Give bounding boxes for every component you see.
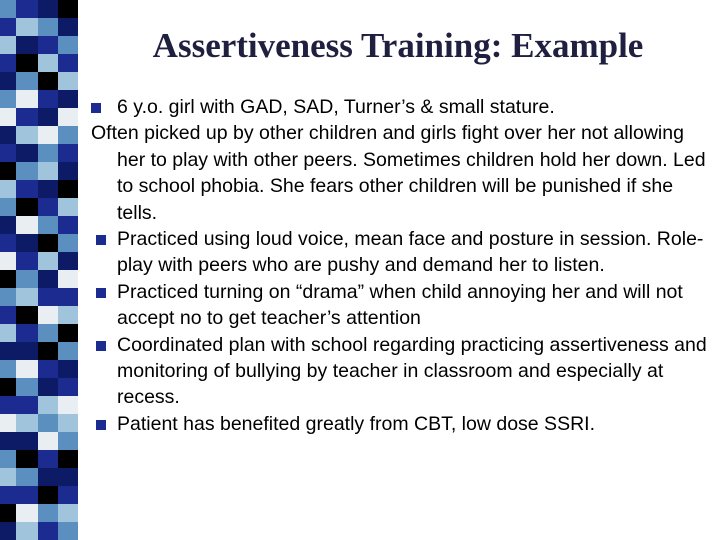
stripe-cell	[16, 432, 38, 450]
stripe-cell	[38, 90, 58, 108]
stripe-column	[0, 0, 16, 540]
stripe-cell	[0, 126, 16, 144]
stripe-cell	[38, 144, 58, 162]
stripe-cell	[0, 486, 16, 504]
stripe-cell	[16, 450, 38, 468]
stripe-cell	[0, 234, 16, 252]
stripe-cell	[38, 198, 58, 216]
stripe-cell	[58, 270, 78, 288]
stripe-cell	[16, 216, 38, 234]
intro-first-line	[91, 94, 711, 120]
stripe-cell	[38, 360, 58, 378]
stripe-cell	[38, 180, 58, 198]
stripe-cell	[58, 288, 78, 306]
stripe-cell	[16, 306, 38, 324]
square-bullet-icon	[96, 288, 106, 298]
bullet-item	[91, 279, 711, 332]
stripe-cell	[58, 126, 78, 144]
stripe-cell	[0, 0, 16, 18]
stripe-cell	[38, 414, 58, 432]
stripe-cell	[38, 378, 58, 396]
stripe-cell	[16, 144, 38, 162]
stripe-cell	[16, 486, 38, 504]
stripe-cell	[58, 144, 78, 162]
stripe-cell	[16, 0, 38, 18]
stripe-cell	[38, 504, 58, 522]
bullet-item	[91, 332, 711, 411]
stripe-cell	[58, 432, 78, 450]
bullet-text: Coordinated plan with school regarding practicing assertiveness and monitoring of bullying by teacher in classroom and especially at recess.	[117, 333, 707, 409]
stripe-cell	[58, 180, 78, 198]
stripe-cell	[38, 18, 58, 36]
stripe-cell	[0, 216, 16, 234]
square-bullet-icon	[96, 235, 106, 245]
intro-paragraph: Often picked up by other children and girls fight over her not allowing her to play with other peers. Sometimes children hold her down. Led to school phobia. She fears other children will be punished if she tells.	[91, 122, 706, 224]
stripe-cell	[0, 252, 16, 270]
square-bullet-icon	[91, 103, 101, 113]
stripe-cell	[16, 504, 38, 522]
bullet-text: Practiced using loud voice, mean face and posture in session. Role-play with peers who are pushy and demand her to listen.	[117, 228, 704, 277]
stripe-cell	[58, 72, 78, 90]
stripe-cell	[58, 198, 78, 216]
stripe-cell	[58, 54, 78, 72]
bullet-text: Patient has benefited greatly from CBT, low dose SSRI.	[117, 412, 595, 435]
stripe-cell	[58, 234, 78, 252]
stripe-cell	[16, 234, 38, 252]
stripe-cell	[0, 432, 16, 450]
bullet-item	[91, 411, 711, 437]
stripe-cell	[0, 522, 16, 540]
stripe-cell	[16, 90, 38, 108]
stripe-cell	[38, 432, 58, 450]
stripe-cell	[58, 378, 78, 396]
stripe-cell	[58, 396, 78, 414]
stripe-cell	[0, 72, 16, 90]
stripe-cell	[16, 36, 38, 54]
stripe-cell	[58, 468, 78, 486]
stripe-column	[16, 0, 38, 540]
stripe-cell	[16, 522, 38, 540]
stripe-cell	[16, 288, 38, 306]
slide-body	[91, 94, 711, 437]
stripe-cell	[38, 288, 58, 306]
stripe-cell	[16, 180, 38, 198]
stripe-cell	[0, 504, 16, 522]
stripe-cell	[0, 288, 16, 306]
stripe-cell	[16, 342, 38, 360]
stripe-cell	[58, 414, 78, 432]
stripe-column	[58, 0, 78, 540]
stripe-cell	[38, 36, 58, 54]
stripe-cell	[38, 216, 58, 234]
stripe-cell	[0, 90, 16, 108]
intro-first-line-text: 6 y.o. girl with GAD, SAD, Turner’s & small stature.	[117, 96, 555, 118]
stripe-cell	[58, 324, 78, 342]
stripe-cell	[38, 270, 58, 288]
stripe-cell	[0, 450, 16, 468]
stripe-cell	[38, 234, 58, 252]
bullet-item	[91, 226, 711, 279]
stripe-cell	[0, 360, 16, 378]
stripe-cell	[38, 486, 58, 504]
square-bullet-icon	[96, 420, 106, 430]
stripe-cell	[58, 342, 78, 360]
stripe-cell	[0, 468, 16, 486]
stripe-cell	[58, 0, 78, 18]
bullet-text: Practiced turning on “drama” when child annoying her and will not accept no to get teacher’s attention	[117, 280, 683, 330]
stripe-cell	[38, 450, 58, 468]
stripe-cell	[38, 252, 58, 270]
stripe-cell	[58, 162, 78, 180]
stripe-cell	[0, 108, 16, 126]
stripe-cell	[58, 504, 78, 522]
stripe-cell	[16, 324, 38, 342]
stripe-cell	[0, 270, 16, 288]
stripe-cell	[38, 54, 58, 72]
stripe-column	[38, 0, 58, 540]
stripe-cell	[16, 270, 38, 288]
stripe-cell	[0, 396, 16, 414]
stripe-cell	[58, 36, 78, 54]
stripe-cell	[58, 252, 78, 270]
stripe-cell	[38, 468, 58, 486]
stripe-cell	[16, 162, 38, 180]
stripe-cell	[16, 252, 38, 270]
stripe-cell	[16, 378, 38, 396]
stripe-cell	[0, 342, 16, 360]
stripe-cell	[0, 18, 16, 36]
stripe-cell	[38, 162, 58, 180]
stripe-cell	[0, 198, 16, 216]
stripe-cell	[38, 522, 58, 540]
stripe-cell	[0, 144, 16, 162]
stripe-cell	[0, 54, 16, 72]
stripe-cell	[38, 324, 58, 342]
stripe-cell	[38, 72, 58, 90]
stripe-cell	[0, 36, 16, 54]
stripe-cell	[38, 396, 58, 414]
stripe-cell	[16, 396, 38, 414]
stripe-cell	[16, 360, 38, 378]
stripe-cell	[16, 18, 38, 36]
decorative-stripe-bar	[0, 0, 78, 540]
slide-title: Assertiveness Training: Example	[152, 26, 644, 65]
square-bullet-icon	[96, 341, 106, 351]
stripe-cell	[16, 414, 38, 432]
stripe-cell	[16, 198, 38, 216]
stripe-cell	[16, 54, 38, 72]
stripe-cell	[38, 0, 58, 18]
stripe-cell	[58, 108, 78, 126]
stripe-cell	[0, 180, 16, 198]
stripe-cell	[0, 306, 16, 324]
stripe-cell	[58, 216, 78, 234]
stripe-cell	[16, 126, 38, 144]
stripe-cell	[38, 126, 58, 144]
stripe-cell	[38, 108, 58, 126]
stripe-cell	[58, 306, 78, 324]
stripe-cell	[38, 342, 58, 360]
stripe-cell	[16, 72, 38, 90]
stripe-cell	[16, 468, 38, 486]
stripe-cell	[0, 162, 16, 180]
stripe-cell	[58, 18, 78, 36]
stripe-cell	[0, 378, 16, 396]
stripe-cell	[58, 486, 78, 504]
stripe-cell	[58, 360, 78, 378]
stripe-cell	[0, 414, 16, 432]
stripe-cell	[0, 324, 16, 342]
stripe-cell	[38, 306, 58, 324]
stripe-cell	[58, 522, 78, 540]
stripe-cell	[58, 90, 78, 108]
stripe-cell	[58, 450, 78, 468]
stripe-cell	[16, 108, 38, 126]
